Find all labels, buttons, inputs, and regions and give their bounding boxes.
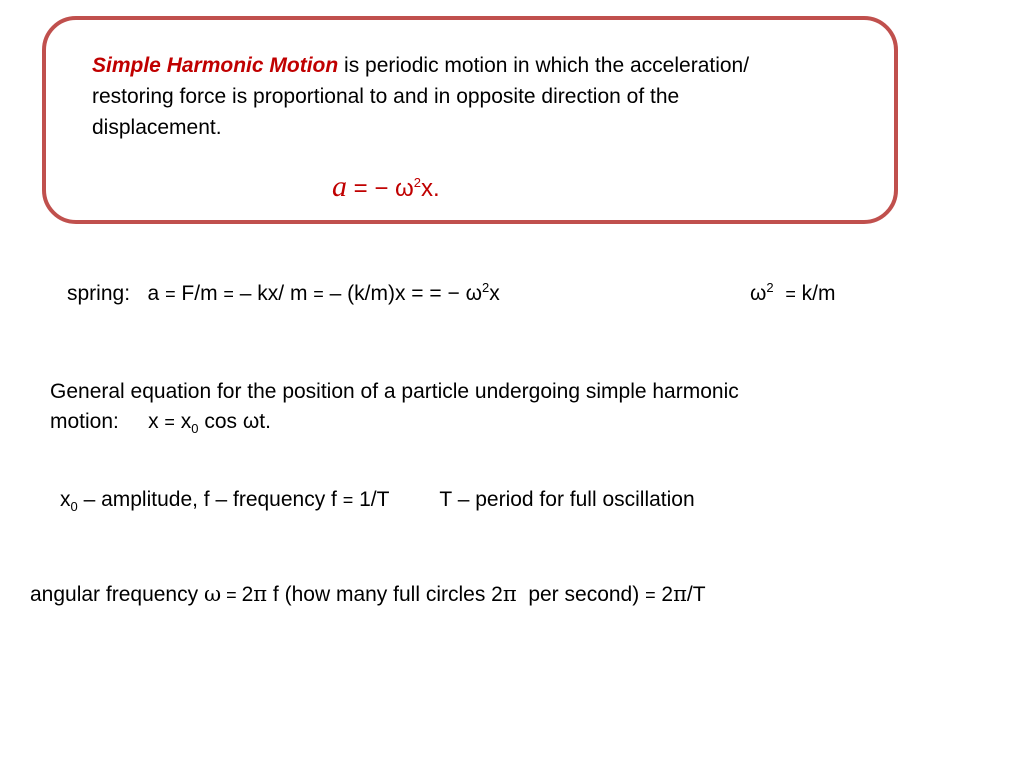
spring-label: spring: [67, 282, 131, 305]
omega-relation [750, 282, 836, 306]
spring-part-2: F/m [175, 282, 224, 305]
omega-tail: k/m [795, 282, 836, 305]
omega-exponent: 2 [766, 280, 774, 295]
spring-part-4: – (k/m)x = = − ω [323, 282, 482, 305]
equation-rhs: = − ω [347, 175, 414, 202]
general-subscript: 0 [191, 421, 199, 437]
angular-part-3: per second) [516, 583, 646, 606]
spring-exponent: 2 [481, 280, 490, 295]
angular-equals-1: = [221, 585, 242, 605]
amplitude-subscript: 0 [70, 499, 78, 515]
angular-two-1: 2 [241, 583, 254, 606]
angular-equals-2: = [645, 585, 656, 605]
angular-two-2: 2 [655, 583, 674, 606]
definition-term: Simple Harmonic Motion [92, 54, 339, 77]
amplitude-equals: = [342, 490, 354, 510]
general-tail: cos ωt. [198, 410, 271, 433]
definition-text [92, 50, 812, 143]
general-x: x [174, 410, 192, 433]
amplitude-part-2: 1/T [353, 488, 390, 511]
definition-body: is periodic motion in which the acceleration/ restoring force is proportional to and in opposite direction of the displacement. [92, 54, 750, 139]
general-formula-pre: x [148, 410, 165, 433]
spring-equals-2: = [223, 284, 234, 304]
angular-tail: /T [686, 583, 706, 606]
period-text: T – period for full oscillation [439, 488, 695, 511]
omega-gap [774, 282, 786, 305]
pi-symbol-2: π [502, 582, 517, 606]
general-equation [50, 377, 810, 437]
equation-tail: x. [421, 175, 440, 202]
general-equals: = [164, 412, 175, 432]
equation-variable: a [332, 170, 347, 203]
general-text: General equation for the position of a particle undergoing simple harmonic motion: [50, 380, 739, 433]
definition-box [42, 16, 898, 224]
spring-equals-3: = [313, 284, 324, 304]
spring-part-3: – kx/ m [233, 282, 314, 305]
omega-equals: = [785, 284, 796, 304]
spring-tail: x [489, 282, 500, 305]
omega-symbol: ω [750, 282, 767, 305]
pi-symbol-3: π [673, 582, 687, 606]
spring-line [67, 282, 500, 306]
angular-frequency-line [30, 582, 706, 607]
omega-symbol-serif: ω [203, 582, 222, 606]
definition-equation [332, 170, 440, 204]
angular-part-1: angular frequency [30, 583, 204, 606]
angular-part-2: f (how many full circles 2 [267, 583, 503, 606]
amplitude-part-1: – amplitude, f – frequency f [77, 488, 343, 511]
equation-exponent: 2 [413, 175, 422, 190]
amplitude-line [60, 488, 695, 515]
spring-part-1: a [147, 282, 166, 305]
amplitude-x: x [60, 488, 71, 511]
spring-equals-1: = [165, 284, 176, 304]
pi-symbol-1: π [253, 582, 268, 606]
